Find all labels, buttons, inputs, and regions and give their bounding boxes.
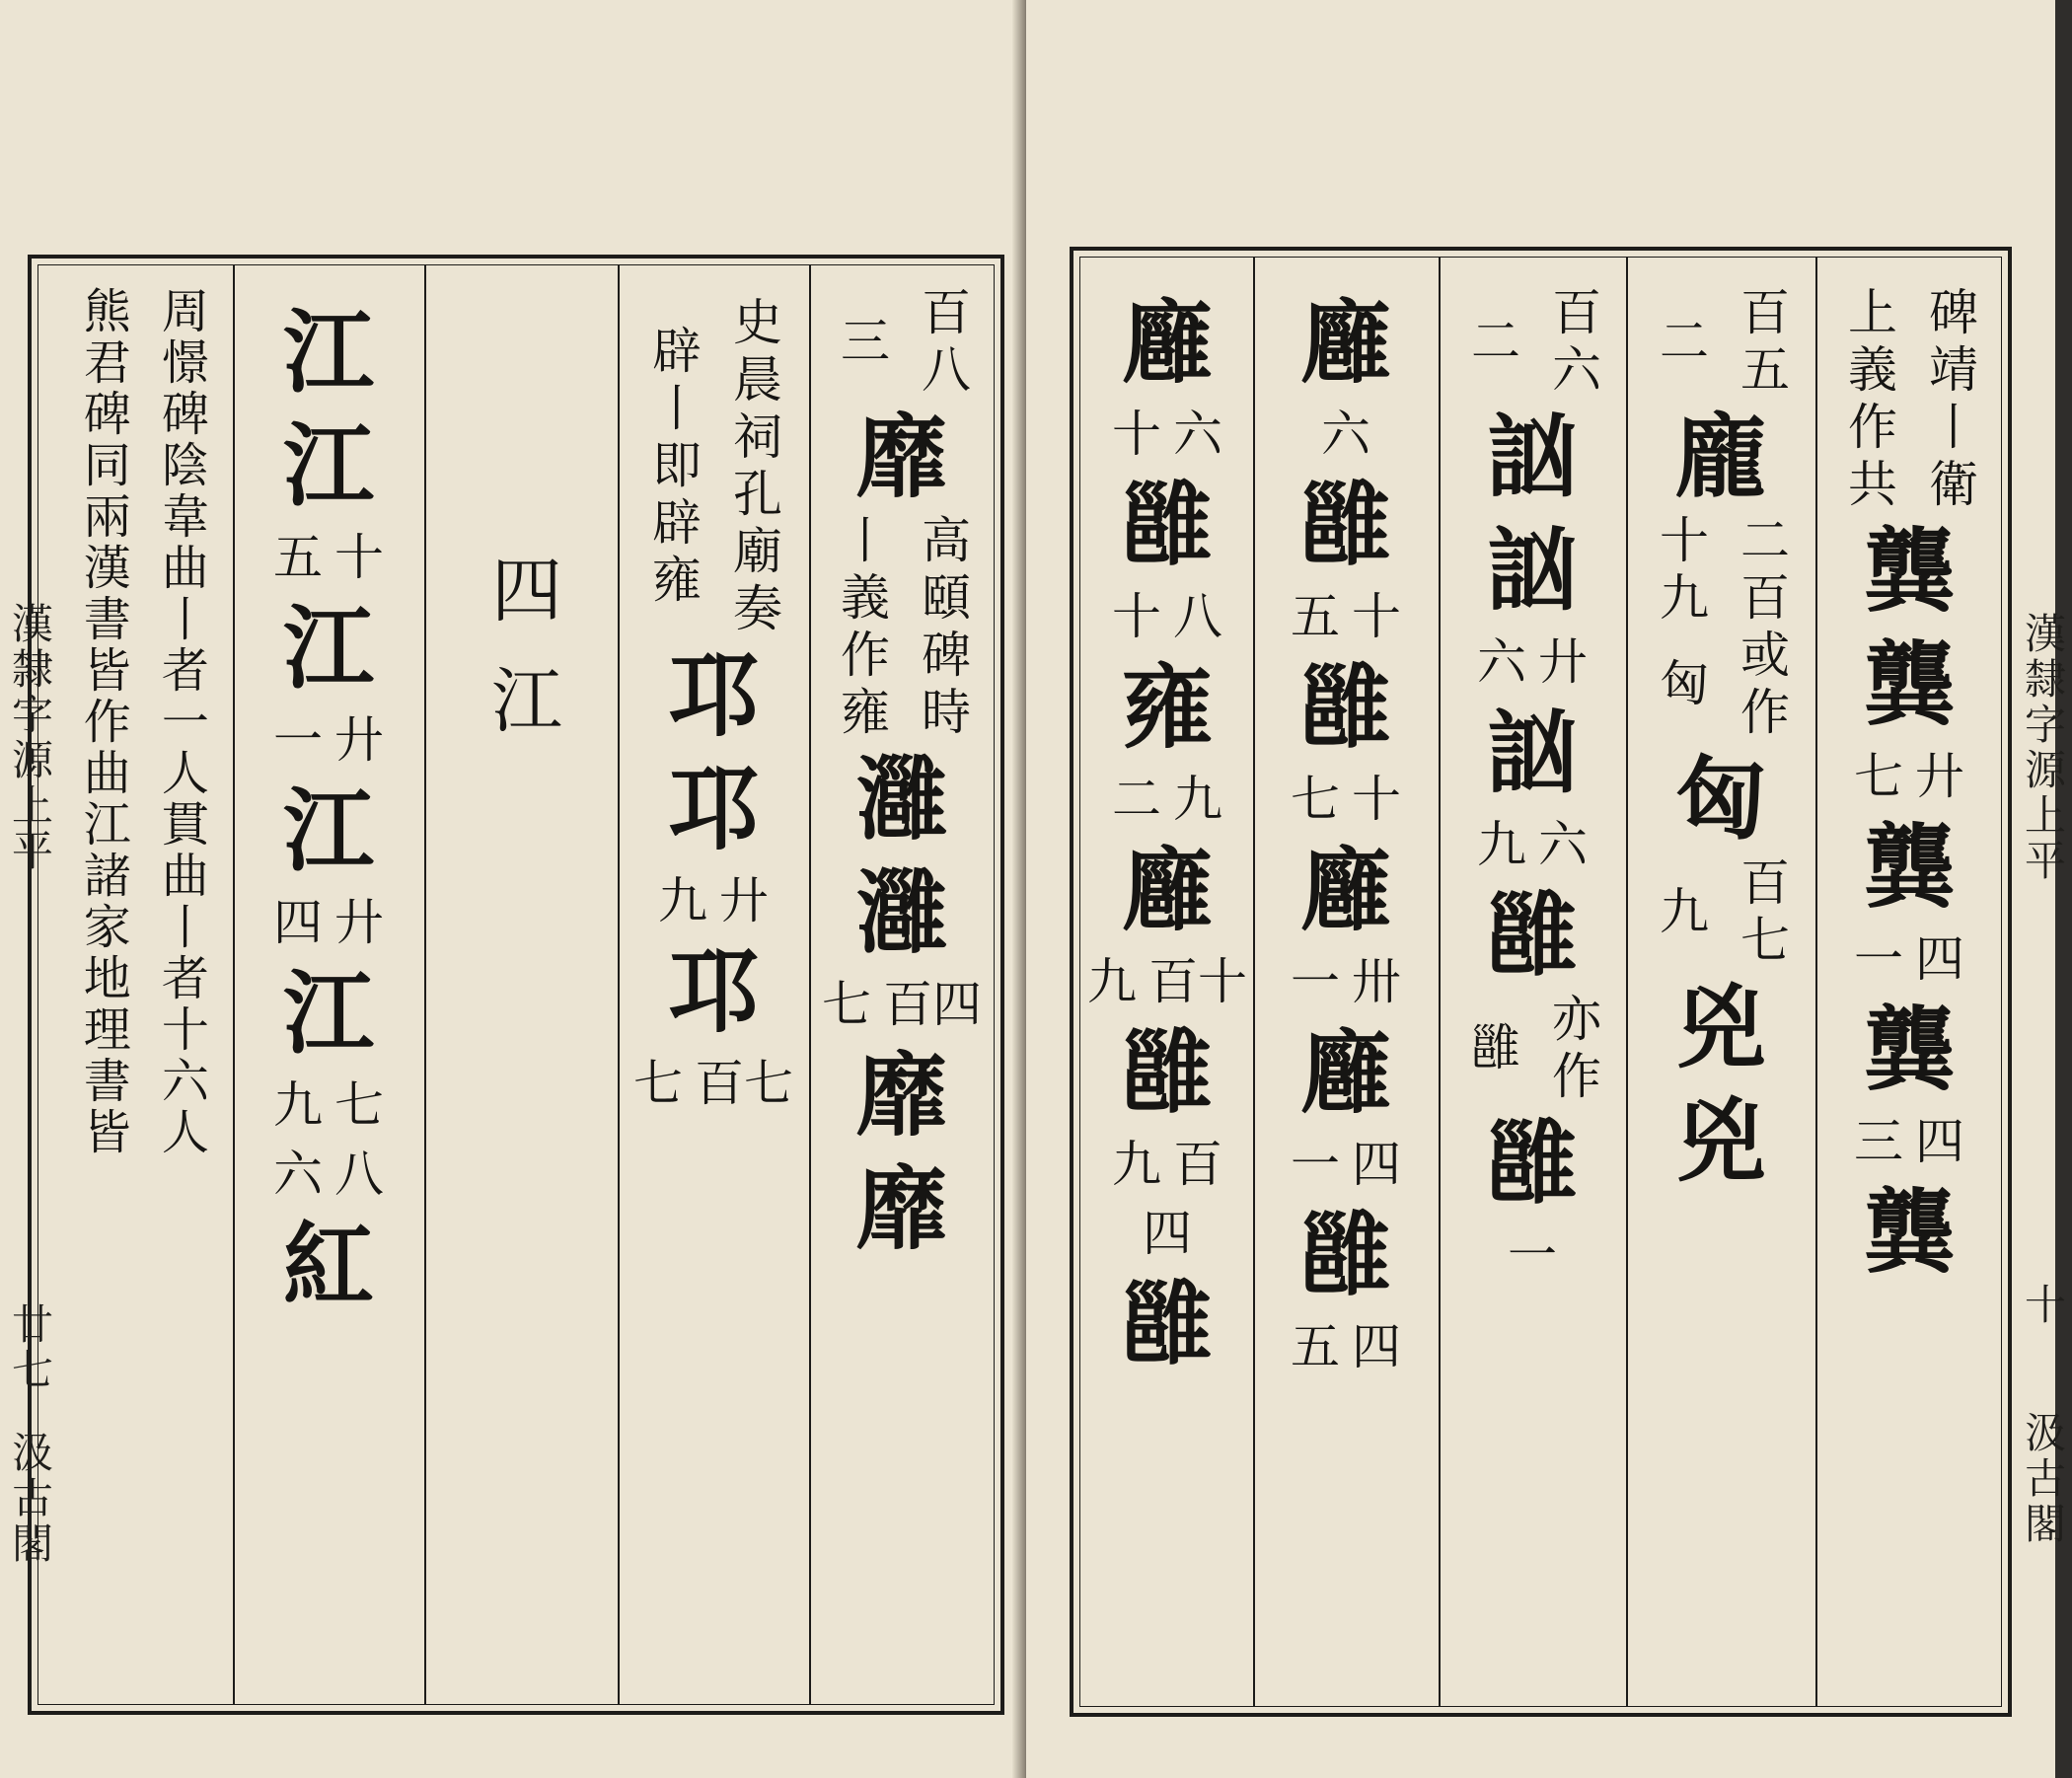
commentary-column — [69, 286, 213, 1158]
variant-number: 一 — [1291, 953, 1340, 1010]
variant-number: 百七 — [1733, 856, 1790, 971]
variant-char: 江 — [282, 595, 374, 702]
variant-number: 十 — [1112, 588, 1161, 645]
headword-char: 訩 — [1486, 404, 1578, 510]
variant-char: 雍 — [1121, 654, 1213, 761]
headword-char: 江 — [282, 299, 374, 406]
variant-number: 四 — [1915, 930, 1964, 988]
citation-note-pair — [638, 296, 788, 639]
variant-number: 五 — [273, 529, 323, 586]
variant-number-pair — [273, 1140, 384, 1209]
variant-char: 龔 — [1863, 997, 1955, 1103]
variant-char: 兇 — [1674, 1087, 1766, 1194]
variant-note-pair — [1646, 629, 1796, 743]
entry-note-pair — [827, 514, 977, 743]
citation-note: 上義作共 — [1840, 286, 1897, 515]
variant-number-pair — [1112, 582, 1222, 651]
variant-char: 雝 — [1486, 1110, 1578, 1217]
variant-char: 江 — [282, 960, 374, 1067]
variant-char: 雝 — [1121, 1271, 1213, 1377]
rhyme-heading-column — [426, 553, 616, 774]
commentary-line: 周憬碑陰韋曲丨者一人貫曲丨者十六人 — [153, 286, 209, 1158]
variant-number: 七 — [1854, 748, 1903, 805]
variant-char: 灉 — [855, 746, 947, 852]
variant-number-pair — [822, 970, 982, 1039]
variant-number: 八 — [1173, 588, 1222, 645]
entry-number: 百六 — [1544, 286, 1601, 401]
entry-note: 高頤碑時 — [914, 514, 971, 743]
variant-number-pair — [1112, 1130, 1222, 1199]
variant-number-pair — [1854, 742, 1964, 811]
variant-number: 十 — [1352, 588, 1401, 645]
variant-number: 一 — [1508, 1226, 1557, 1284]
variant-number: 百七 — [695, 1055, 793, 1112]
variant-number: 九 — [1477, 816, 1526, 873]
entry-sub-number: 二 — [1652, 315, 1709, 372]
variant-number: 十 — [334, 529, 384, 586]
entry-header-pair — [827, 286, 977, 401]
variant-number: 三 — [1854, 1113, 1903, 1170]
variant-char: 灉 — [855, 859, 947, 966]
variant-number-pair — [1854, 1107, 1964, 1176]
variant-number-pair — [1112, 400, 1222, 469]
variant-char: 靡 — [855, 1155, 947, 1262]
variant-number-pair — [1291, 947, 1401, 1016]
variant-number-pair — [273, 1071, 384, 1140]
variant-number-pair — [658, 866, 769, 935]
entry-column-pang — [1628, 286, 1813, 1198]
variant-note: 或作 — [1733, 629, 1790, 743]
rhyme-heading: 四江 — [480, 553, 562, 774]
entry-column-jiang — [235, 296, 422, 1322]
folio-number: 十 — [2019, 1283, 2067, 1328]
citation-note-pair — [1834, 286, 1984, 515]
headword-char: 廱 — [1121, 289, 1213, 396]
left-page — [0, 0, 1024, 1778]
variant-char: 訩 — [1486, 700, 1578, 806]
entry-column-1 — [811, 286, 993, 1266]
citation-note: 史晨祠孔廟奏 — [725, 296, 782, 639]
variant-char: 雝 — [1486, 882, 1578, 989]
variant-number: 六 — [1173, 406, 1222, 463]
variant-number: 六 — [1321, 406, 1370, 463]
variant-note-pair — [1457, 993, 1607, 1107]
variant-char: 兇 — [1674, 974, 1766, 1080]
variant-number: 廾 — [719, 872, 769, 929]
variant-number-pair — [1291, 765, 1401, 834]
variant-char: 匈 — [1674, 746, 1766, 852]
variant-number: 四 — [1143, 1205, 1192, 1262]
variant-number-pair — [633, 1049, 793, 1118]
variant-number: 七 — [633, 1055, 683, 1112]
variant-number-pair — [1291, 1130, 1401, 1199]
variant-number: 四 — [1352, 1318, 1401, 1375]
variant-char: 廱 — [1299, 1019, 1391, 1126]
variant-note: 匈 — [1652, 657, 1709, 714]
variant-number-pair — [1087, 947, 1247, 1016]
column-rule — [424, 264, 426, 1705]
variant-number: 四 — [1915, 1113, 1964, 1170]
entry-column-yong-a — [1255, 286, 1437, 1381]
variant-number: 七 — [1291, 771, 1340, 828]
right-page — [1026, 0, 2067, 1778]
variant-number-pair — [1291, 582, 1401, 651]
variant-number: 四 — [1352, 1136, 1401, 1193]
entry-header-pair — [1457, 286, 1607, 401]
variant-char: 訩 — [1486, 517, 1578, 624]
variant-number-pair — [273, 523, 384, 592]
variant-number: 六 — [1538, 816, 1588, 873]
headword-char: 龐 — [1674, 404, 1766, 510]
entry-number: 百五 — [1733, 286, 1790, 401]
variant-char: 江 — [282, 412, 374, 519]
citation-note: 辟丨即辟雍 — [644, 325, 702, 611]
variant-char: 雝 — [1299, 654, 1391, 761]
entry-sub-number: 二 — [1463, 315, 1520, 372]
entry-header-pair — [1646, 286, 1796, 401]
variant-number: 廾 — [1538, 633, 1588, 691]
variant-char: 雝 — [1299, 1202, 1391, 1308]
variant-char: 龔 — [1863, 631, 1955, 738]
variant-number: 七 — [334, 1076, 384, 1134]
commentary-line: 熊君碑同兩漢書皆作曲江諸家地理書皆 — [75, 286, 131, 1158]
entry-number: 百八 — [914, 286, 971, 401]
variant-number: 九 — [273, 1076, 323, 1134]
variant-number: 一 — [1854, 930, 1903, 988]
variant-char: 廱 — [1121, 837, 1213, 943]
variant-number: 廾 — [334, 711, 384, 769]
variant-number-pair — [1854, 925, 1964, 994]
variant-number: 五 — [1291, 1318, 1340, 1375]
variant-number: 九 — [658, 872, 707, 929]
entry-column-xiong — [1441, 286, 1624, 1290]
variant-number-pair — [273, 888, 384, 957]
variant-char: 雝 — [1121, 472, 1213, 578]
variant-char: 邛 — [667, 938, 759, 1045]
variant-number: 六 — [1477, 633, 1526, 691]
variant-note: 雝 — [1463, 1021, 1520, 1078]
variant-char: 江 — [282, 778, 374, 884]
entry-column-2 — [620, 296, 807, 1118]
publisher-mark: 汲古閣 — [6, 1431, 54, 1567]
entry-column-yong-b — [1083, 286, 1251, 1381]
variant-char: 龔 — [1863, 518, 1955, 625]
variant-char: 龔 — [1863, 1179, 1955, 1286]
folio-number: 廿七 — [6, 1302, 54, 1393]
book-title-margin: 漢隸字源上平 — [6, 602, 54, 874]
entry-sub-number: 三 — [833, 315, 890, 372]
variant-number: 一 — [273, 711, 323, 769]
variant-number-pair — [1477, 810, 1588, 879]
variant-number: 七 — [822, 976, 871, 1033]
variant-char: 靡 — [855, 1042, 947, 1148]
variant-char: 雝 — [1299, 472, 1391, 578]
variant-number: 卅 — [1352, 953, 1401, 1010]
variant-number-pair — [1646, 514, 1796, 629]
variant-number: 百四 — [883, 976, 982, 1033]
variant-note: 亦作 — [1544, 993, 1601, 1107]
variant-number-pair — [1112, 765, 1222, 834]
variant-number: 廾 — [334, 894, 384, 951]
publisher-mark: 汲古閣 — [2019, 1411, 2067, 1547]
variant-number-pair — [1477, 628, 1588, 697]
variant-number: 廾 — [1915, 748, 1964, 805]
variant-number: 二 — [1112, 771, 1161, 828]
variant-number: 六 — [273, 1146, 323, 1203]
entry-column-gong — [1817, 286, 2001, 1290]
variant-number-pair — [273, 705, 384, 775]
variant-number: 五 — [1291, 588, 1340, 645]
headword-char: 廱 — [1299, 289, 1391, 396]
entry-note: 丨義作雍 — [833, 514, 890, 743]
variant-number: 十九 — [1652, 514, 1709, 629]
variant-number: 百 — [1173, 1136, 1222, 1193]
variant-number: 四 — [273, 894, 323, 951]
variant-number: 十 — [1112, 406, 1161, 463]
variant-char: 雝 — [1121, 1019, 1213, 1126]
variant-char: 邛 — [667, 756, 759, 862]
variant-number: 二百 — [1733, 514, 1790, 629]
variant-number: 九 — [1112, 1136, 1161, 1193]
variant-number: 百十 — [1148, 953, 1247, 1010]
variant-char: 紅 — [282, 1212, 374, 1318]
variant-char: 邛 — [667, 642, 759, 749]
book-title-margin: 漢隸字源上平 — [2019, 612, 2067, 884]
variant-number: 九 — [1652, 885, 1709, 942]
variant-number: 九 — [1173, 771, 1222, 828]
variant-number-pair — [1291, 1312, 1401, 1381]
headword-char: 靡 — [855, 404, 947, 510]
variant-char: 龔 — [1863, 814, 1955, 921]
variant-number-pair — [1646, 856, 1796, 971]
variant-number: 九 — [1087, 953, 1137, 1010]
variant-char: 廱 — [1299, 837, 1391, 943]
variant-number: 一 — [1291, 1136, 1340, 1193]
variant-number: 八 — [334, 1146, 384, 1203]
citation-note: 碑靖丨衛 — [1921, 286, 1978, 515]
variant-number: 十 — [1352, 771, 1401, 828]
